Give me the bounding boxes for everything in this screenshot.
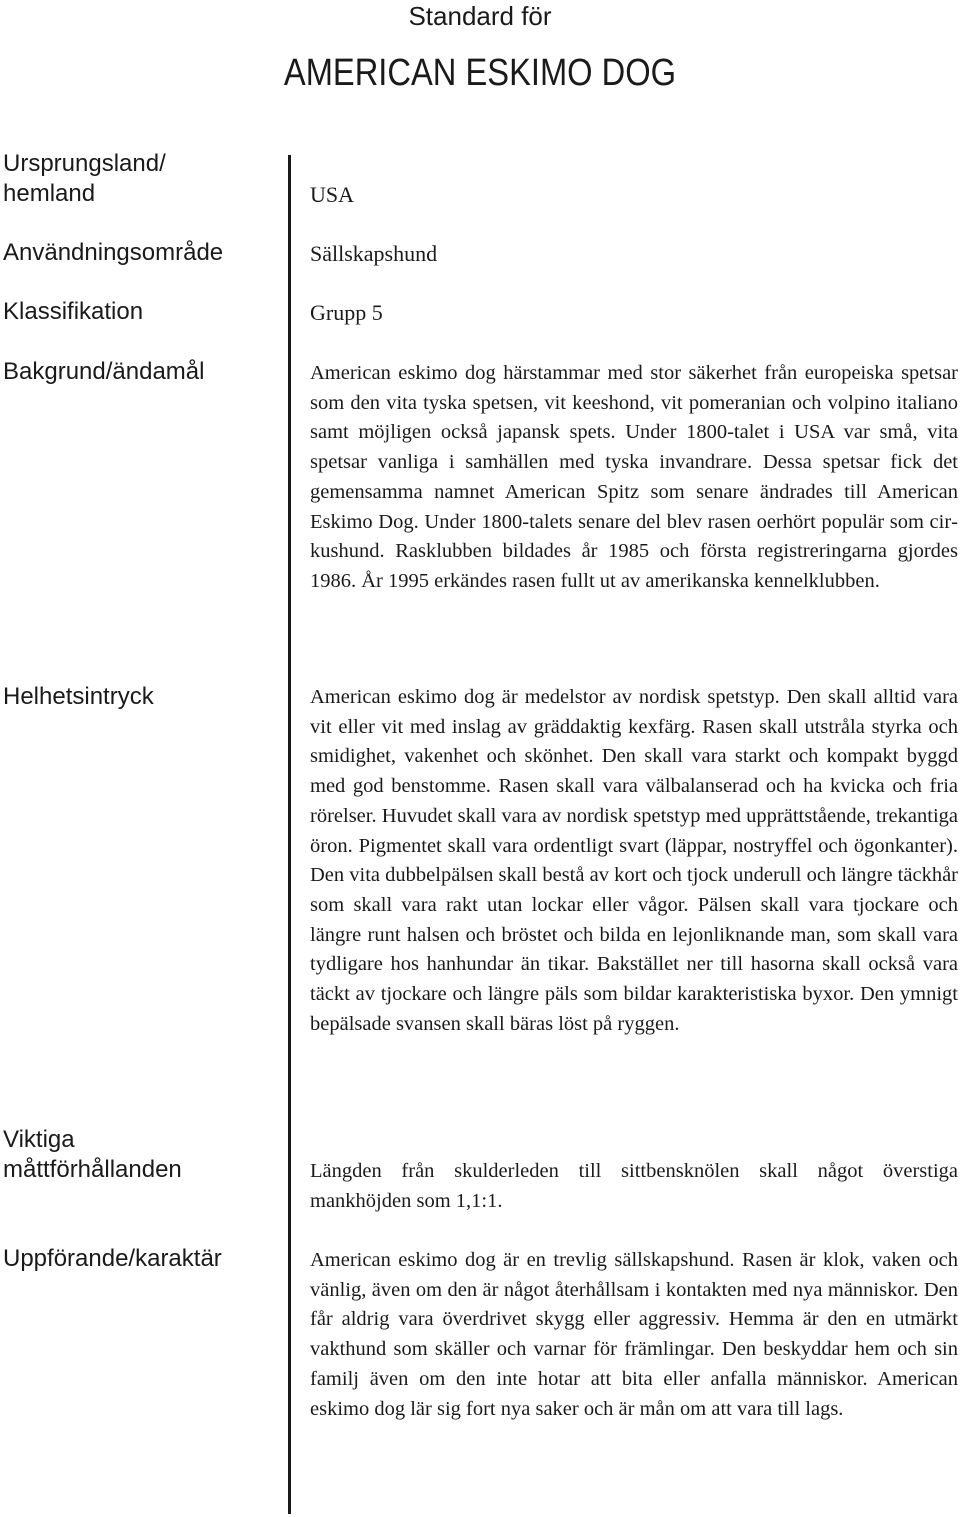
- value-background: American eskimo dog härstammar med stor säkerhet från europeiska spetsar som den vita tyska spetsen, vit keeshond, vit pomeranian och volpino italiano samt möjligen också japansk spets. Under 1800-talet i USA var små, vita spetsar vanliga i samhällen med tyska invandrare. Dessa spetsar fick det gemensamma namnet American Spitz som senare ändrades till American Eskimo Dog. Under 1800-talets senare del blev rasen oerhört populär som cirkushund. Rasklubben bildades år 1985 och första registreringarna gjordes 1986. År 1995 erkändes rasen fullt ut av amerikanska kennelklubben.: [310, 362, 958, 592]
- value-origin: USA: [310, 182, 355, 207]
- value-classification: Grupp 5: [310, 300, 383, 325]
- label-origin: Ursprungsland/ hemland: [3, 150, 166, 207]
- value-usage: Sällskapshund: [310, 241, 438, 266]
- value-proportions: Längden från skulderleden till sittbensknölen skall något överstiga mankhöjden som 1,1:1.: [310, 1160, 958, 1212]
- document-title: AMERICAN ESKIMO DOG: [283, 52, 677, 94]
- label-general-appearance: Helhetsintryck: [3, 683, 154, 710]
- label-classification: Klassifikation: [3, 298, 144, 325]
- column-divider: [288, 155, 291, 1514]
- value-general-appearance: American eskimo dog är medelstor av nordisk spetstyp. Den skall alltid vara vit eller vit med inslag av gräddaktig kexfärg. Rasen skall utstråla styrka och smidighet, vakenhet och skönhet. Den skall vara starkt och kompakt byggd med god benstomme. Rasen skall vara välbalanserad och ha kvicka och fria rörelser. Huvudet skall vara av nordisk spetstyp med upprättstående, trekantiga öron. Pigmentet skall vara ordentligt svart (läppar, nostryffel och ögonkanter). Den vita dubbelpälsen skall bestå av kort och tjock underull och längre täckhår som skall vara rakt utan lockar eller vågor. Pälsen skall vara tjockare och längre runt halsen och bröstet och bilda en lejonliknande man, som skall vara tydligare hos hanhundar än tikar. Bakstället ner till hasorna skall också vara täckt av tjockare och längre päls som bildar karakteristiska byxor. Den ymnigt bepälsade svansen skall bäras löst på ryggen.: [310, 686, 958, 1035]
- document-subtitle: Standard för: [408, 1, 552, 31]
- label-usage: Användningsområde: [3, 239, 224, 266]
- label-proportions: Viktiga måttförhållanden: [3, 1126, 182, 1183]
- value-temperament: American eskimo dog är en trevlig sällskapshund. Rasen är klok, vaken och vänlig, även om den är något återhållsam i kontakten med nya människor. Den får aldrig vara överdrivet skygg eller aggressiv. Hemma är den en utmärkt vakthund som skäller och varnar för främlingar. Den beskyddar hem och sin familj även om den inte hotar att bita eller anfalla människor. American eskimo dog lär sig fort nya saker och är mån om att vara till lags.: [310, 1249, 958, 1420]
- label-temperament: Uppförande/karaktär: [3, 1245, 222, 1272]
- label-background: Bakgrund/ändamål: [3, 358, 205, 385]
